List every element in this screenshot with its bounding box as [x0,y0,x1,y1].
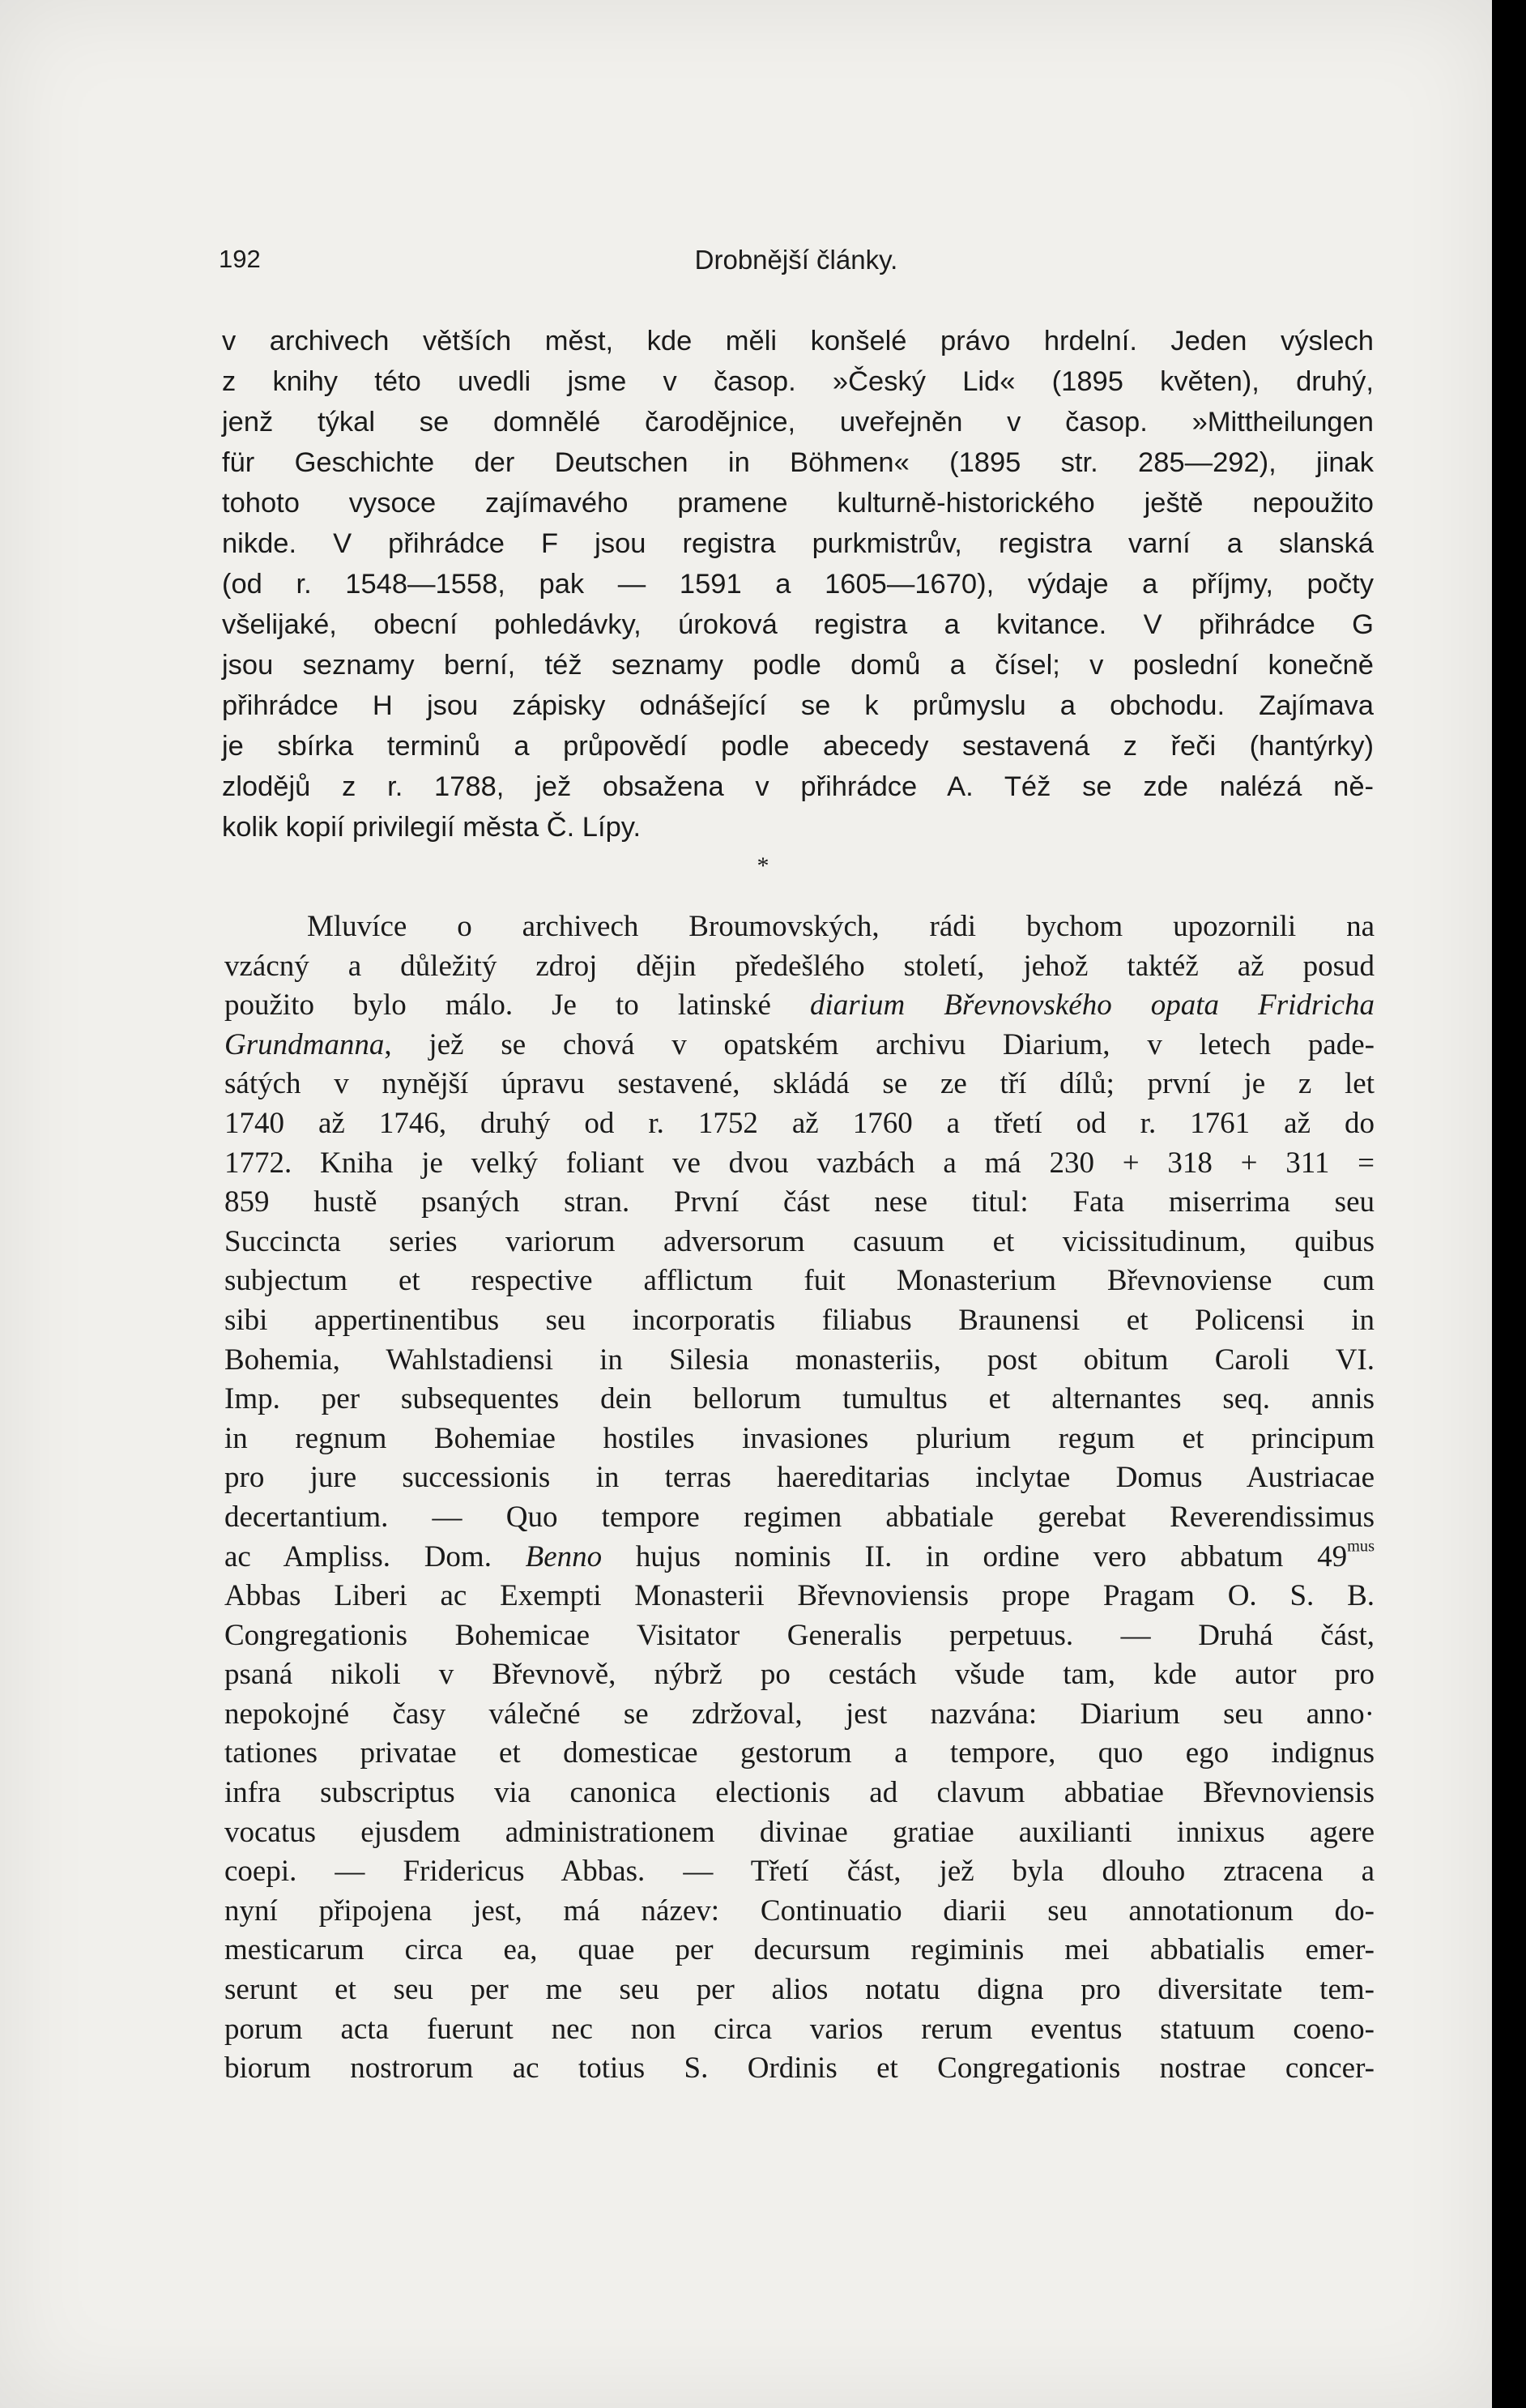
text-line: porum acta fuerunt nec non circa varios rerum eventus statuum coeno- [224,2012,1375,2046]
page-header [219,245,1374,280]
text-line: in regnum Bohemiae hostiles invasiones plurium regum et principum [224,1421,1375,1455]
italic-name: Benno [525,1539,603,1573]
text-line: 1740 až 1746, druhý od r. 1752 až 1760 a třetí od r. 1761 až do [224,1106,1375,1140]
text-line: nepokojné časy válečné se zdržoval, jest nazvána: Diarium seu anno· [224,1697,1375,1731]
text-line: nikde. V přihrádce F jsou registra purkmistrův, registra varní a slanská [222,528,1374,559]
text-line: biorum nostrorum ac totius S. Ordinis et Congregationis nostrae concer- [224,2051,1375,2086]
text-line: Abbas Liberi ac Exempti Monasterii Břevnoviensis prope Pragam O. S. B. [224,1579,1375,1613]
text-line: mesticarum circa ea, quae per decursum regiminis mei abbatialis emer- [224,1933,1375,1967]
text-line [224,1538,1375,1578]
text-line: přihrádce H jsou zápisky odnášející se k průmyslu a obchodu. Zajímava [222,690,1374,721]
text-line: z knihy této uvedli jsme v časop. »Český Lid« (1895 květen), druhý, [222,366,1374,397]
text-line [224,986,1375,1026]
text-line: subjectum et respective afflictum fuit Monasterium Břevnoviense cum [224,1264,1375,1298]
running-head: Drobnější články. [694,245,898,275]
text-run: , jež se chová v opatském archivu Diarium, v letech pade- [384,1027,1375,1061]
superscript: mus [1347,1537,1375,1556]
text-line: nyní připojena jest, má název: Continuatio diarii seu annotationum do- [224,1894,1375,1928]
text-run: ac Ampliss. Dom. [224,1539,526,1573]
text-run: použito bylo málo. Je to latinské [224,988,810,1023]
paragraph-diarium [224,907,1375,2089]
text-line: serunt et seu per me seu per alios notatu digna pro diversitate tem- [224,1973,1375,2007]
text-line: kolik kopií privilegií města Č. Lípy. [222,812,642,843]
paragraph-archives [222,321,1374,847]
text-line: tationes privatae et domesticae gestorum a tempore, quo ego indignus [224,1736,1375,1770]
italic-title: Grundmanna [224,1027,385,1061]
text-line: 859 hustě psaných stran. První část nese titul: Fata miserrima seu [224,1185,1375,1219]
text-line: psaná nikoli v Břevnově, nýbrž po cestách všude tam, kde autor pro [224,1658,1375,1692]
text-line: 1772. Kniha je velký foliant ve dvou vazbách a má 230 + 318 + 311 = [224,1146,1375,1180]
text-line: jenž týkal se domnělé čarodějnice, uveřejněn v časop. »Mittheilungen [222,407,1374,438]
text-line: vocatus ejusdem administrationem divinae gratiae auxilianti innixus agere [224,1815,1375,1849]
text-line: Congregationis Bohemicae Visitator Generalis perpetuus. — Druhá část, [224,1618,1375,1652]
text-line: vzácný a důležitý zdroj dějin předešlého století, jehož taktéž až posud [224,949,1375,983]
text-line: zlodějů z r. 1788, jež obsažena v přihrádce A. Též se zde nalézá ně- [222,771,1374,802]
text-line [224,1026,1375,1065]
scan-border [1492,0,1526,2408]
text-line: v archivech větších měst, kde měli konšelé právo hrdelní. Jeden výslech [222,326,1374,357]
text-line: sátých v nynější úpravu sestavené, skládá se ze tří dílů; první je z let [224,1067,1375,1101]
page-number: 192 [219,245,261,273]
text-line: Succincta series variorum adversorum casuum et vicissitudinum, quibus [224,1224,1375,1258]
text-line: Mluvíce o archivech Broumovských, rádi bychom upozornili na [307,910,1375,943]
text-line: tohoto vysoce zajímavého pramene kulturně-historického ještě nepoužito [222,488,1374,519]
text-line: coepi. — Fridericus Abbas. — Třetí část, jež byla dlouho ztracena a [224,1855,1375,1889]
text-line: všelijaké, obecní pohledávky, úroková registra a kvitance. V přihrádce G [222,609,1374,640]
text-line: jsou seznamy berní, též seznamy podle domů a čísel; v poslední konečně [222,650,1374,681]
text-line: pro jure successionis in terras haereditarias inclytae Domus Austriacae [224,1461,1375,1495]
text-line: decertantium. — Quo tempore regimen abbatiale gerebat Reverendissimus [224,1500,1375,1534]
text-line: (od r. 1548—1558, pak — 1591 a 1605—1670), výdaje a příjmy, počty [222,569,1374,600]
text-line: Imp. per subsequentes dein bellorum tumultus et alternantes seq. annis [224,1382,1375,1416]
text-line: infra subscriptus via canonica electionis ad clavum abbatiae Břevnoviensis [224,1776,1375,1810]
section-separator-asterisk: * [757,852,769,879]
italic-title: diarium Břevnovského opata Fridricha [809,988,1375,1023]
text-line: Bohemia, Wahlstadiensi in Silesia monasteriis, post obitum Caroli VI. [224,1343,1375,1377]
text-run: hujus nominis II. in ordine vero abbatum 49 [602,1539,1348,1573]
text-line: für Geschichte der Deutschen in Böhmen« (1895 str. 285—292), jinak [222,447,1374,478]
text-line: je sbírka terminů a průpovědí podle abecedy sestavená z řeči (hantýrky) [222,731,1374,762]
text-line: sibi appertinentibus seu incorporatis filiabus Braunensi et Policensi in [224,1303,1375,1337]
